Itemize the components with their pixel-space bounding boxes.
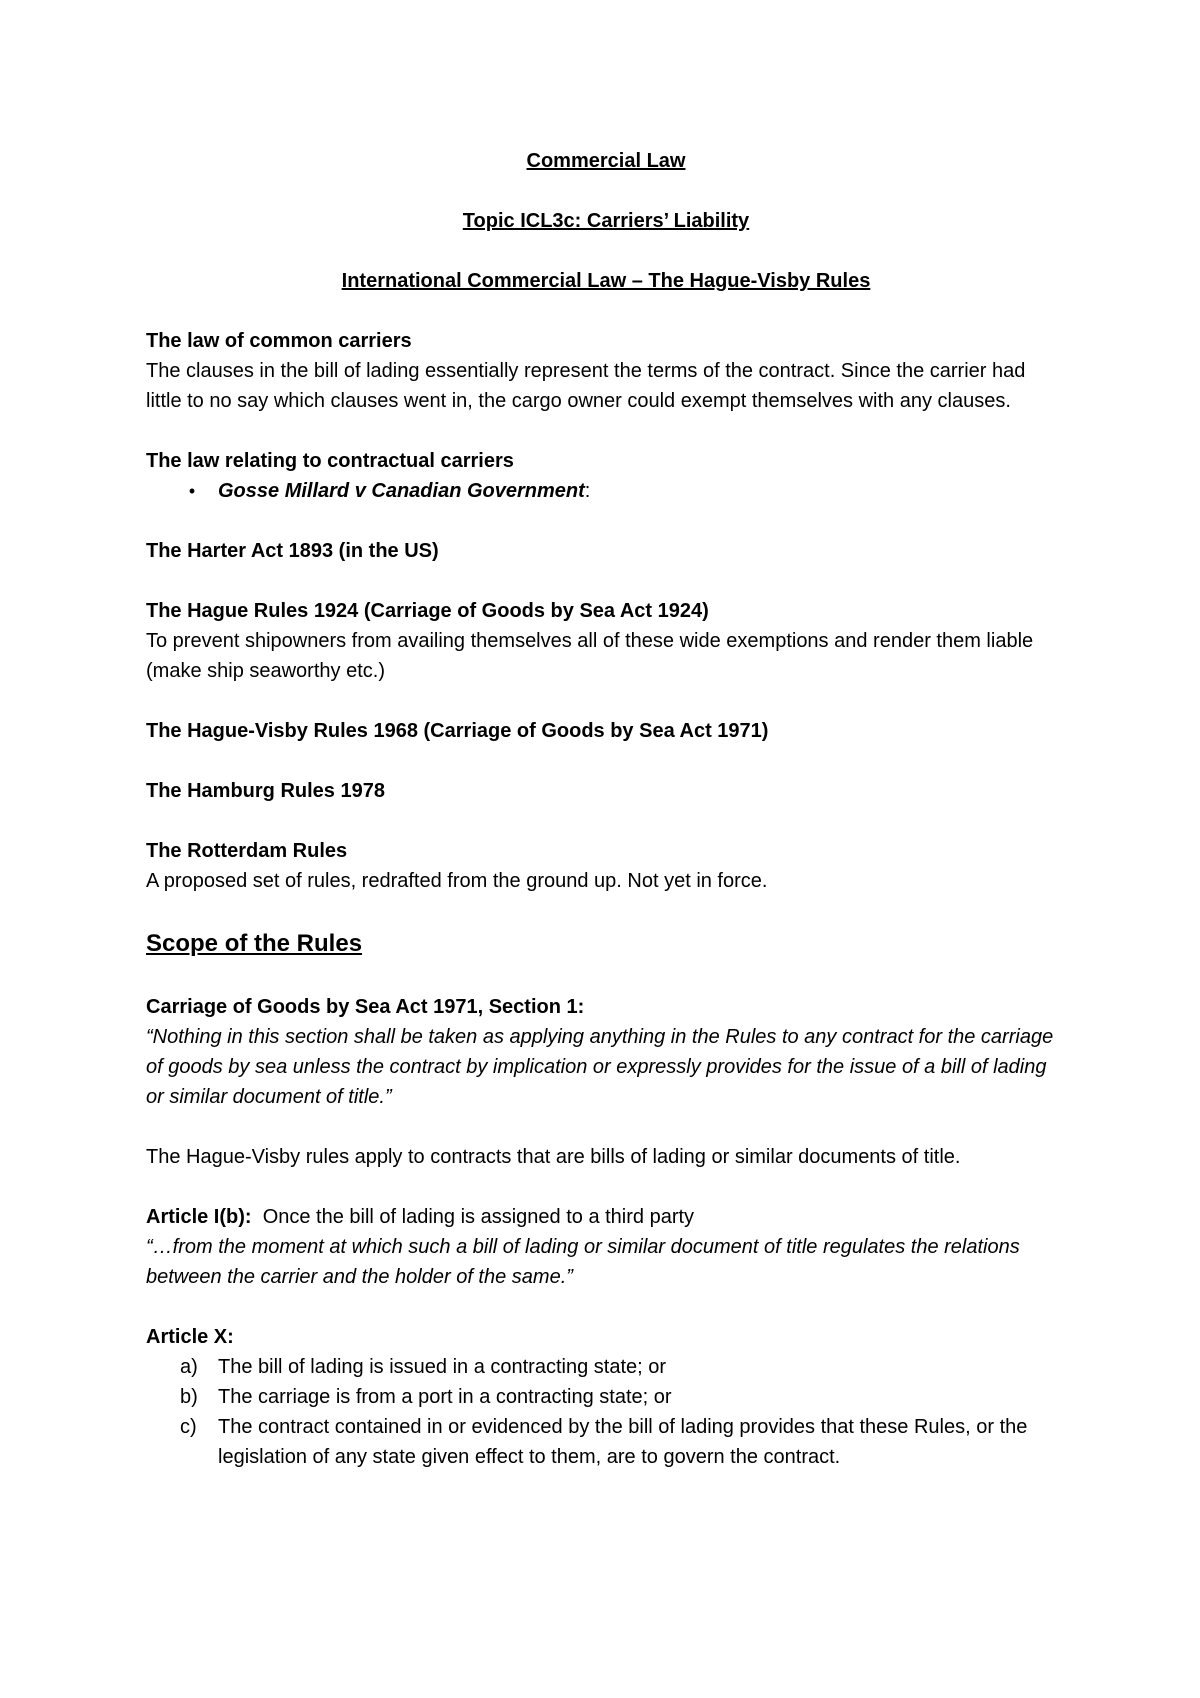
article-ib-quote: “…from the moment at which such a bill of lading or similar document of title regulates the relations between the carrier and the holder of the same.” xyxy=(146,1236,1020,1288)
article-x-heading: Article X: xyxy=(146,1326,234,1348)
article-x-section xyxy=(146,1322,1066,1472)
document-page xyxy=(146,146,1066,1472)
common-carriers-body: The clauses in the bill of lading essentially represent the terms of the contract. Since the carrier had little to no say which clauses went in, the cargo owner could exempt themselves with any clauses. xyxy=(146,360,1026,412)
contractual-carriers-heading: The law relating to contractual carriers xyxy=(146,450,514,472)
apply-section xyxy=(146,1142,1066,1172)
article-ib-section xyxy=(146,1202,1066,1292)
list-item-text: The bill of lading is issued in a contracting state; or xyxy=(218,1356,667,1378)
hague-visby-section xyxy=(146,716,1066,746)
hague-visby-heading: The Hague-Visby Rules 1968 (Carriage of Goods by Sea Act 1971) xyxy=(146,720,769,742)
cogsa-section xyxy=(146,992,1066,1112)
apply-statement: The Hague-Visby rules apply to contracts that are bills of lading or similar documents of title. xyxy=(146,1146,961,1168)
list-marker: a) xyxy=(180,1356,198,1378)
list-marker: b) xyxy=(180,1386,198,1408)
list-item xyxy=(180,1352,1066,1382)
list-item xyxy=(182,476,1066,506)
contractual-carriers-list xyxy=(146,476,1066,506)
list-marker: c) xyxy=(180,1416,197,1438)
harter-section xyxy=(146,536,1066,566)
contractual-carriers-section xyxy=(146,446,1066,506)
article-ib-label: Article I(b): xyxy=(146,1206,252,1228)
hamburg-heading: The Hamburg Rules 1978 xyxy=(146,780,385,802)
hague-body: To prevent shipowners from availing themselves all of these wide exemptions and render them liable (make ship seaworthy etc.) xyxy=(146,630,1034,682)
case-name: Gosse Millard v Canadian Government xyxy=(218,480,585,502)
article-x-list xyxy=(146,1352,1066,1472)
rotterdam-body: A proposed set of rules, redrafted from the ground up. Not yet in force. xyxy=(146,870,768,892)
case-suffix: : xyxy=(584,480,591,502)
topic-title: Topic ICL3c: Carriers’ Liability xyxy=(462,210,750,232)
document-subtitle: International Commercial Law – The Hague-Visby Rules xyxy=(341,270,871,292)
scope-title: Scope of the Rules xyxy=(146,930,363,957)
article-ib-line xyxy=(146,1202,1066,1232)
hamburg-section xyxy=(146,776,1066,806)
harter-heading: The Harter Act 1893 (in the US) xyxy=(146,540,439,562)
list-item-text: The carriage is from a port in a contracting state; or xyxy=(218,1386,672,1408)
bullet-icon: • xyxy=(188,481,196,501)
list-item-text: The contract contained in or evidenced by the bill of lading provides that these Rules, or the legislation of any state given effect to them, are to govern the contract. xyxy=(218,1416,1028,1468)
rotterdam-heading: The Rotterdam Rules xyxy=(146,840,348,862)
common-carriers-heading: The law of common carriers xyxy=(146,330,412,352)
cogsa-heading: Carriage of Goods by Sea Act 1971, Section 1: xyxy=(146,996,585,1018)
list-item xyxy=(180,1412,1066,1472)
rotterdam-section xyxy=(146,836,1066,896)
common-carriers-section xyxy=(146,326,1066,416)
hague-section xyxy=(146,596,1066,686)
list-item xyxy=(180,1382,1066,1412)
hague-heading: The Hague Rules 1924 (Carriage of Goods by Sea Act 1924) xyxy=(146,600,709,622)
course-title: Commercial Law xyxy=(526,150,686,172)
article-ib-text: Once the bill of lading is assigned to a third party xyxy=(262,1206,695,1228)
cogsa-quote: “Nothing in this section shall be taken as applying anything in the Rules to any contract for the carriage of goods by sea unless the contract by implication or expressly provides for the issue of a bill of lading or similar document of title.” xyxy=(146,1026,1054,1108)
